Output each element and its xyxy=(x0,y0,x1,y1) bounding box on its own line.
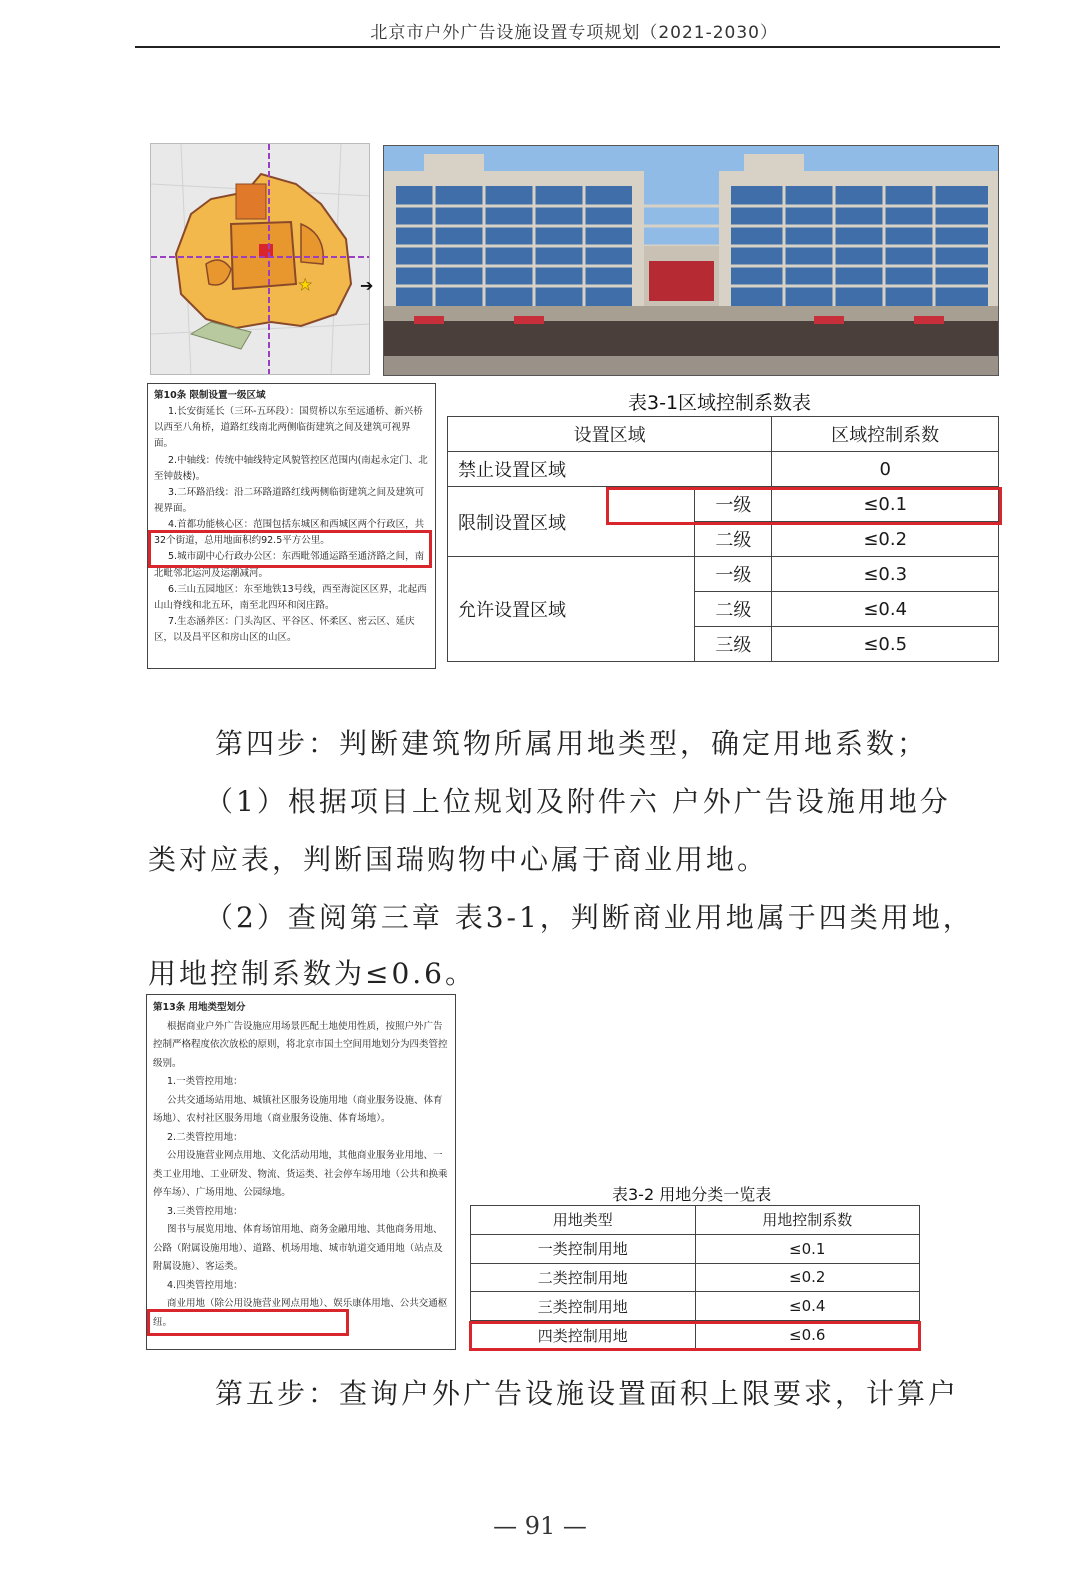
table31-value: ≤0.1 xyxy=(772,487,999,522)
table-row xyxy=(448,417,999,452)
table31-allowed-label: 允许设置区域 xyxy=(448,557,695,662)
rule10-item: 6.三山五园地区：东至地铁13号线，西至海淀区区界，北起西山山脊线和北五环，南至北四环和闵庄路。 xyxy=(154,583,427,611)
rule10-item: 5.城市副中心行政办公区：东西毗邻通运路至通济路之间，南北毗邻北运河及运潮减河。 xyxy=(154,551,425,579)
arrow-right-icon: ➔ xyxy=(360,276,374,295)
table31-forbidden-label: 禁止设置区域 xyxy=(448,452,772,487)
table31 xyxy=(447,416,999,662)
step4-line: （1）根据项目上位规划及附件六 户外广告设施用地分 xyxy=(205,785,951,818)
table31-level: 一级 xyxy=(695,487,772,522)
rule13-c3-title: 3.三类管控用地： xyxy=(167,1205,243,1217)
table-row xyxy=(471,1206,920,1235)
table32-type: 四类控制用地 xyxy=(471,1321,696,1350)
rule13-intro: 根据商业户外广告设施应用场景匹配土地使用性质，按照户外广告控制严格程度依次放松的原则，将北京市国土空间用地划分为四类管控级别。 xyxy=(153,1020,448,1069)
building-graphic xyxy=(384,146,999,376)
page-number: — 91 — xyxy=(493,1512,587,1540)
table31-forbidden-value: 0 xyxy=(772,452,999,487)
rule10-item: 1.长安街延长（三环-五环段）：国贸桥以东至远通桥、新兴桥以西至八角桥，道路红线南北两侧临街建筑之间及建筑可视界面。 xyxy=(154,406,423,450)
table32-value: ≤0.4 xyxy=(695,1292,920,1321)
table31-level: 二级 xyxy=(695,592,772,627)
step4-line: （2）查阅第三章 表3-1，判断商业用地属于四类用地， xyxy=(205,901,974,934)
step4-line: 第四步：判断建筑物所属用地类型，确定用地系数； xyxy=(215,727,929,760)
table-row xyxy=(471,1292,920,1321)
table32-title: 表3-2 用地分类一览表 xyxy=(612,1185,772,1204)
rule10-item: 2.中轴线：传统中轴线特定风貌管控区范围内(南起永定门、北至钟鼓楼)。 xyxy=(154,454,428,482)
table32-header-type: 用地类型 xyxy=(471,1206,696,1235)
rule13-highlight-box xyxy=(147,1309,349,1336)
rule13-c1-title: 1.一类管控用地： xyxy=(167,1076,243,1088)
table31-value: ≤0.2 xyxy=(772,522,999,557)
step5-line: 第五步：查询户外广告设施设置面积上限要求，计算户 xyxy=(215,1377,960,1410)
table32-highlight-box xyxy=(469,1321,921,1351)
step4-line: 类对应表，判断国瑞购物中心属于商业用地。 xyxy=(148,843,769,876)
table31-highlight-box xyxy=(606,487,1002,525)
table31-value: ≤0.3 xyxy=(772,557,999,592)
table-row xyxy=(448,452,999,487)
rule13-c4-highlight: 商业用地（除公用设施营业网点用地） xyxy=(167,1298,324,1310)
rule13-c4-title: 4.四类管控用地： xyxy=(167,1279,243,1291)
table-row xyxy=(471,1234,920,1263)
rule13-c2-text: 公用设施营业网点用地、文化活动用地，其他商业服务业用地、一类工业用地、工业研发、物流、货运类、社会停车场用地（公共和换乘停车场）、广场用地、公园绿地。 xyxy=(153,1150,448,1199)
table32-type: 一类控制用地 xyxy=(471,1234,696,1263)
rule13-c1-text: 公共交通场站用地、城镇社区服务设施用地（商业服务设施、体育场地）、农村社区服务用地（商业服务设施、体育场地）。 xyxy=(153,1094,443,1125)
table31-value: ≤0.4 xyxy=(772,592,999,627)
rule10-item: 4.首都功能核心区：范围包括东城区和西城区两个行政区，共32个街道，总用地面积约92.5平方公里。 xyxy=(154,519,425,547)
table31-title: 表3-1区域控制系数表 xyxy=(628,392,812,414)
page-header xyxy=(135,14,1000,48)
table31-header-coef: 区域控制系数 xyxy=(772,417,999,452)
table31-level: 二级 xyxy=(695,522,772,557)
rule10-excerpt xyxy=(147,383,436,669)
rule13-c3-text: 图书与展览用地、体育场馆用地、商务金融用地、其他商务用地、公路（附属设施用地）、道路、机场用地、城市轨道交通用地（站点及附属设施）、客运类。 xyxy=(153,1224,443,1273)
rule13-title: 第13条 用地类型划分 xyxy=(153,1002,246,1013)
step4-line: 用地控制系数为≤0.6。 xyxy=(148,957,476,990)
table31-restricted-label: 限制设置区域 xyxy=(448,487,695,557)
rule13-c2-title: 2.二类管控用地： xyxy=(167,1131,243,1143)
rule13-excerpt xyxy=(146,994,456,1350)
table-row xyxy=(471,1263,920,1292)
map-graphic xyxy=(151,144,370,375)
rule10-highlight-box xyxy=(148,530,432,568)
table32-header-coef: 用地控制系数 xyxy=(695,1206,920,1235)
table31-level: 一级 xyxy=(695,557,772,592)
table31-header-region: 设置区域 xyxy=(448,417,772,452)
rule10-item: 7.生态涵养区：门头沟区、平谷区、怀柔区、密云区、延庆区，以及昌平区和房山区的山区。 xyxy=(154,615,415,644)
table32-value: ≤0.2 xyxy=(695,1263,920,1292)
table32-value: ≤0.6 xyxy=(695,1321,920,1350)
rule10-item: 3.二环路沿线：沿二环路道路红线两侧临街建筑之间及建筑可视界面。 xyxy=(154,486,425,514)
table31-value: ≤0.5 xyxy=(772,627,999,662)
rule10-title: 第10条 限制设置一级区域 xyxy=(154,390,266,401)
rule13-c4-rest: 、娱乐康体用地、公共交通枢纽。 xyxy=(153,1298,448,1328)
table32-value: ≤0.1 xyxy=(695,1234,920,1263)
table31-level: 三级 xyxy=(695,627,772,662)
table32-type: 三类控制用地 xyxy=(471,1292,696,1321)
table32-type: 二类控制用地 xyxy=(471,1263,696,1292)
table-row xyxy=(448,557,999,592)
header-title: 北京市户外广告设施设置专项规划（2021-2030） xyxy=(370,23,778,43)
district-map xyxy=(150,143,370,375)
building-photo xyxy=(383,145,999,376)
svg-text:★: ★ xyxy=(298,275,313,294)
